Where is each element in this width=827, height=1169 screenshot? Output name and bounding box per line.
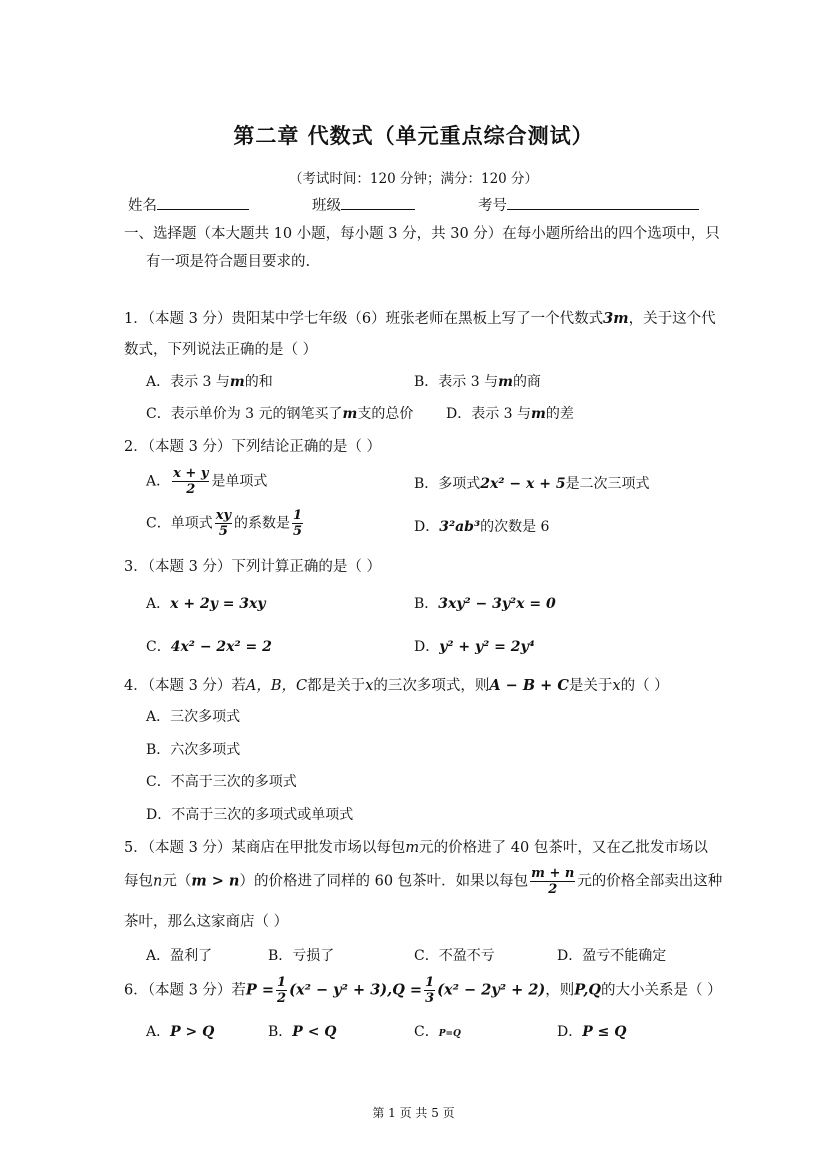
name-label: 姓名 — [128, 198, 157, 214]
q5-line2-b: 元（ — [162, 873, 192, 890]
q3-option-b[interactable] — [414, 593, 556, 613]
q1-stem — [124, 307, 716, 328]
q1-expr: 3m — [603, 310, 629, 327]
q6-sep: , — [387, 981, 393, 999]
q1-a-post: 的和 — [244, 374, 273, 390]
q2-b-post: 是二次三项式 — [565, 476, 650, 492]
q6-option-d[interactable] — [557, 1021, 626, 1041]
q1-b-var: m — [498, 374, 513, 390]
q4-stem-e: 的（ ） — [620, 678, 669, 694]
q3-d-expr: y² + y² = 2y⁴ — [439, 639, 535, 655]
q6-half-num: 1 — [277, 975, 287, 990]
q6-a-label: A． — [146, 1024, 171, 1040]
q5-option-b[interactable]: B．亏损了 — [268, 948, 335, 964]
q5-n-var: n — [153, 873, 163, 890]
q1-stem-cont: 数式，下列说法正确的是（ ） — [124, 342, 318, 358]
q6-third-fraction — [424, 975, 435, 1006]
q6-option-b[interactable] — [268, 1021, 337, 1041]
q5-line2-a: 每包 — [124, 873, 153, 890]
q3-c-label: C． — [146, 639, 171, 655]
q3-stem: 3．（本题 3 分）下列计算正确的是（ ） — [124, 559, 382, 575]
page-title: 第二章 代数式（单元重点综合测试） — [233, 124, 594, 148]
q5-stem-line3: 茶叶，那么这家商店（ ） — [124, 914, 289, 930]
q1-a-var: m — [229, 374, 245, 390]
q1-option-a[interactable] — [146, 371, 273, 391]
q4-option-b[interactable]: B．六次多项式 — [146, 742, 241, 758]
q6-b-expr: P < Q — [292, 1024, 337, 1040]
q6-option-c[interactable] — [414, 1021, 461, 1041]
q2-d-label: D． — [414, 519, 440, 535]
q4-option-a[interactable]: A．三次多项式 — [146, 709, 241, 725]
q5-line2-c: ）的价格进了同样的 60 包茶叶．如果以每包 — [239, 873, 529, 890]
q3-option-d[interactable] — [414, 636, 535, 656]
q6-c-label: C． — [414, 1024, 439, 1040]
exam-subtitle: （考试时间：120 分钟；满分：120 分） — [288, 171, 539, 187]
q1-d-var: m — [531, 406, 546, 422]
q5-fraction — [530, 866, 575, 897]
q4-stem-c: 的三次多项式，则 — [373, 678, 490, 694]
section-instructions-line2: 有一项是符合题目要求的. — [146, 254, 311, 270]
q6-p-lhs: P = — [245, 981, 275, 999]
q1-c-var: m — [342, 406, 358, 422]
q4-stem-d: 是关于 — [568, 678, 613, 694]
exam-no-blank[interactable] — [507, 195, 699, 210]
q1-option-c[interactable] — [146, 403, 413, 423]
q5-option-c[interactable]: C．不盈不亏 — [414, 948, 495, 964]
q1-stem-text: 1．（本题 3 分）贵阳某中学七年级（6）班张老师在黑板上写了一个代数式 — [124, 311, 604, 327]
q1-b-text: B．表示 3 与 — [414, 374, 499, 390]
q2-d-expr: 3²ab³ — [439, 519, 481, 535]
q2-a-fraction — [172, 466, 209, 497]
q4-vars: A，B，C — [245, 678, 308, 694]
q2-option-a[interactable] — [146, 466, 267, 497]
q1-b-post: 的商 — [512, 374, 541, 390]
q6-half-fraction — [276, 975, 287, 1006]
q2-b-expr: 2x² − x + 5 — [480, 476, 566, 492]
q2-c-denominator: 5 — [218, 524, 228, 539]
q4-x2: x — [612, 678, 621, 694]
q2-c-numerator: xy — [215, 508, 232, 523]
q1-a-text: A．表示 3 与 — [146, 374, 230, 390]
q6-stem-c: 的大小关系是（ ） — [601, 982, 722, 999]
q2-c-denominator2: 5 — [293, 524, 303, 539]
q5-line1-a: 5．（本题 3 分）某商店在甲批发市场以每包 — [124, 840, 406, 856]
q5-condition: m > n — [191, 872, 240, 890]
exam-no-label: 考号 — [478, 198, 507, 214]
q4-option-c[interactable]: C．不高于三次的多项式 — [146, 774, 297, 790]
q5-line1-b: 元的价格进了 40 包茶叶，又在乙批发市场以 — [419, 840, 708, 856]
q2-a-label: A． — [146, 473, 171, 490]
q2-c-label: C．单项式 — [146, 515, 213, 532]
q1-option-d[interactable] — [446, 403, 574, 423]
q1-d-post: 的差 — [545, 406, 574, 422]
q3-a-label: A． — [146, 596, 171, 612]
q3-a-expr: x + 2y = 3xy — [170, 596, 266, 612]
q2-a-post: 是单项式 — [211, 473, 268, 490]
q6-half-den: 2 — [277, 991, 287, 1006]
q5-option-d[interactable]: D．盈亏不能确定 — [557, 948, 667, 964]
q1-c-text: C．表示单价为 3 元的钢笔买了 — [146, 406, 343, 422]
q2-c-numerator2: 1 — [293, 508, 303, 523]
q6-b-label: B． — [268, 1024, 293, 1040]
q5-numerator: m + n — [531, 866, 575, 881]
section-instructions-line1: 一、选择题（本大题共 10 小题，每小题 3 分，共 30 分）在每小题所给出的四个选项中，只 — [124, 226, 720, 242]
q1-stem-text-b: ，关于这个代 — [628, 311, 716, 327]
q5-option-a[interactable]: A．盈利了 — [146, 948, 213, 964]
class-field[interactable] — [312, 194, 415, 215]
q2-option-b[interactable] — [414, 473, 650, 493]
class-blank[interactable] — [341, 195, 415, 210]
q5-line2-d: 元的价格全部卖出这种 — [577, 873, 723, 890]
q3-d-label: D． — [414, 639, 440, 655]
q4-stem — [124, 674, 669, 695]
q6-d-expr: P ≤ Q — [582, 1024, 627, 1040]
q1-option-b[interactable] — [414, 371, 541, 391]
name-blank[interactable] — [157, 195, 249, 210]
q6-stem-b: ，则 — [545, 982, 575, 999]
q5-stem-line2 — [124, 866, 722, 897]
q2-b-label: B．多项式 — [414, 476, 481, 492]
q6-d-label: D． — [557, 1024, 583, 1040]
q2-option-d[interactable] — [414, 516, 549, 536]
q3-option-c[interactable] — [146, 636, 272, 656]
q2-a-denominator: 2 — [186, 482, 196, 497]
q2-c-fraction — [215, 508, 232, 539]
q4-option-d[interactable]: D．不高于三次的多项式或单项式 — [146, 807, 354, 823]
q2-a-numerator: x + y — [173, 466, 209, 481]
q2-stem: 2．（本题 3 分）下列结论正确的是（ ） — [124, 439, 382, 455]
q6-p-rhs: (x² − y² + 3) — [289, 981, 388, 999]
q5-denominator: 2 — [548, 882, 558, 897]
q6-stem — [124, 975, 722, 1006]
q3-b-label: B． — [414, 596, 439, 612]
exam-no-field[interactable] — [478, 194, 699, 215]
q6-third-num: 1 — [425, 975, 435, 990]
q6-c-expr: P=Q — [438, 1029, 461, 1039]
q2-c-mid: 的系数是 — [234, 515, 291, 532]
q1-c-post: 支的总价 — [357, 406, 414, 422]
q4-stem-b: 都是关于 — [307, 678, 366, 694]
q6-q-lhs: Q = — [392, 981, 423, 999]
q6-stem-a: 6．（本题 3 分）若 — [124, 982, 246, 999]
q6-third-den: 3 — [425, 991, 435, 1006]
q3-option-a[interactable] — [146, 593, 266, 613]
q2-c-fraction2 — [292, 508, 303, 539]
q2-option-c[interactable] — [146, 508, 305, 539]
q6-q-rhs: (x² − 2y² + 2) — [437, 981, 546, 999]
page-footer: 第 1 页 共 5 页 — [372, 1106, 455, 1120]
q5-m-var: m — [405, 840, 420, 856]
q2-d-post: 的次数是 6 — [480, 519, 550, 535]
q6-a-expr: P > Q — [170, 1024, 215, 1040]
q4-expr: A − B + C — [489, 677, 569, 694]
name-field[interactable] — [128, 194, 249, 215]
q3-b-expr: 3xy² − 3y²x = 0 — [438, 596, 556, 612]
q1-d-text: D．表示 3 与 — [446, 406, 532, 422]
q4-x1: x — [365, 678, 374, 694]
class-label: 班级 — [312, 198, 341, 214]
q3-c-expr: 4x² − 2x² = 2 — [170, 639, 272, 655]
q5-stem-line1 — [124, 836, 708, 857]
q6-pq: P,Q — [574, 981, 601, 999]
q4-stem-a: 4．（本题 3 分）若 — [124, 678, 246, 694]
q6-option-a[interactable] — [146, 1021, 214, 1041]
